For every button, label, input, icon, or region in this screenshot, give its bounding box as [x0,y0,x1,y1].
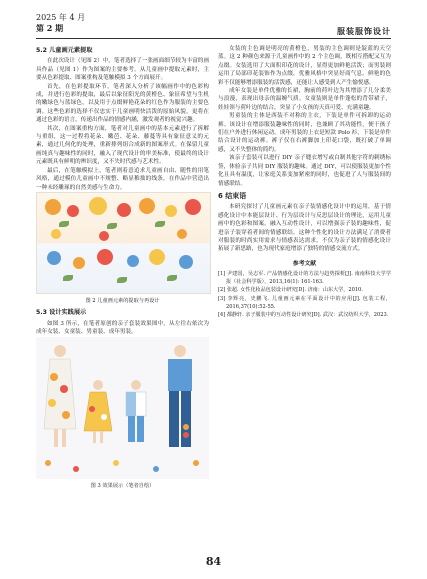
outfit-illustration-graphic [36,337,209,479]
section-6-heading: 6 结束语 [218,191,247,200]
paragraph: 最后，在笔触模拟上，笔者则着意追求儿童画自由、随性的用笔风格，通过模仿儿童画中不规整、略显稚拙的线条，在作品中营造出一种未经雕琢的自然美感与生命力。 [36,167,209,191]
reference-item: [4] 都静轩. 亲子服装中的互动性设计研究[D]. 武汉：武汉纺织大学，2023. [218,312,389,319]
reference-item: [1] 尹建国，吴志军. 产品情感化设计的方法与趋势探析[J]. 南南科技大学学报（社会科学版），2013,16(1): 161-163. [218,271,391,285]
reference-item: [3] 李辉亮，史鹏飞. 儿童画元素在平面设计中的应用[J]. 包装工程，2016,37(10):52-55. [218,295,391,310]
paragraph: 在此次设计（见图 2）中，笔者选择了一张画面细节较为丰富的画具作品（见图 1）作为图案的主要参考。从儿童画中提取元素时，主要从色彩提取、图案重构及笔触模拟 3 个方面展开。 [36,58,209,82]
section-5-3-heading: 5.3 设计实践展示 [36,309,87,317]
figure-3-outfit-illustration [36,337,209,479]
paragraph: 其次，在图案重构方面，笔者对儿童画中的基本元素进行了拆解与重组，这一过程将花朵、嫩芭、花朵、藤蔓等具有象征意义的元素，通过几何化的处理，重新排列组合成新的图案形式。在保留儿童画纯真与趣味性的同时，融入了现代设计的审美标准，使最终的设计元素既具有鲜明的辨识度，又不失时代感与艺术性。 [36,125,209,166]
paragraph: 本研究探讨了儿童画元素在亲子装情感化设计中的运用，基于情感化设计中本能层设计、行为层设计与反思层设计的理论，运用儿童画中的色彩和图案，融入互动性设计，可以增强亲子装的趣味性，促进亲子装穿着者间的情感联结。这种个性化的设计方法满足了消费者对服装的时尚实用需求与情感表达需求，不仅为亲子装的情感化设计拓展了新思路，也为现代家庭增添了独特的情感交流方式。 [218,204,391,253]
running-header-left [36,12,85,34]
header-rule [36,38,391,39]
header-issue: 第 2 期 [36,23,64,33]
figure-2-pattern-image [36,192,211,294]
page-number: 84 [205,555,222,568]
reference-item: [2] 张超. 女性化妆品包装设计研究[D]. 济南：山东大学，2010. [218,287,363,294]
header-journal-name: 服装服饰设计 [337,26,391,36]
header-date: 2025 年 4 月 [36,13,86,22]
paragraph: 女装的主色调是明亮的黄橙色，男装的主色调则是靛蓝的天空蓝。这 2 种颜色来源于儿童画作中的 2 个主色调，既相互搭配又互为点缀。女装选用了大面积印花的设计，显得更加鲜艳活泼；而男装则运用了局部印花装饰作为点缀，优雅风格中突显好商气息。鲜艳的色彩不仅能够增添服装的活泼感，还能让人感受到人产生愉悦感。 [218,46,391,86]
right-column [218,45,391,321]
paragraph: 如图 3 所示，在笔者原创的亲子套装效果图中，从左往右依次为成年女装、女童装、男童装、成年男装。 [36,320,209,336]
left-column [36,45,209,494]
section-5-2-heading: 5.2 儿童画元素提取 [36,47,93,54]
paragraph: 男童装的主体是西装不对称的主衣，下装是单件可拆卸的运动裤。该设计在增添服装趣味性的同时，也兼顾了其功能性，便于孩子们在户外进行休闲运动。成年男装的上衣是短款 Polo 衫，下装是单件结合设计的运动裤。裤子仅在右裤脚加上印花口袋，既打破了单调感，又不失整体的简约。 [218,113,391,153]
paragraph: 成年女装是单件优雅的长裙，胸前的荷叶边为其增添了几分柔美与浪漫，表现出母亲的温婉气质。女童装则是单件蓬松的背带裙子，娃娃领与荷叶边的结合，突显了小女孩的天真可爱、充满童趣。 [218,88,391,111]
figure-3-caption: 图 3 效果展示（笔者自绘） [90,482,155,489]
figure-2-caption: 图 2 儿童画元素的提取与再设计 [85,297,160,304]
paragraph: 首先，在色彩提取环节，笔者深入分析了该幅画作中的色彩构成，并进行色彩的提取，最后以象征阳光的黄橙色、象征希望与生机的嫩绿色与蓝绿色，以及用于点缀鲜艳花朵的红色作为服装的主要色调。这些色彩的选择不仅忠实于儿童画明快活泼的原始风貌，更将在通过色彩的语言，传递出作品的情感内涵，激发观者的视觉兴趣。 [36,83,209,124]
paragraph: 该亲子套装可以进行 DIY 亲子缝衣增写或白制其他字符的刺绣标签，体验亲子共同 DIY 服装的趣味。通过 DIY，可以使服装更加个性化且具有温度，让家庭关系变加紧密的同时，也促进了人与服装间的情感联结。 [218,155,391,187]
references-heading: 参考文献 [292,260,317,267]
